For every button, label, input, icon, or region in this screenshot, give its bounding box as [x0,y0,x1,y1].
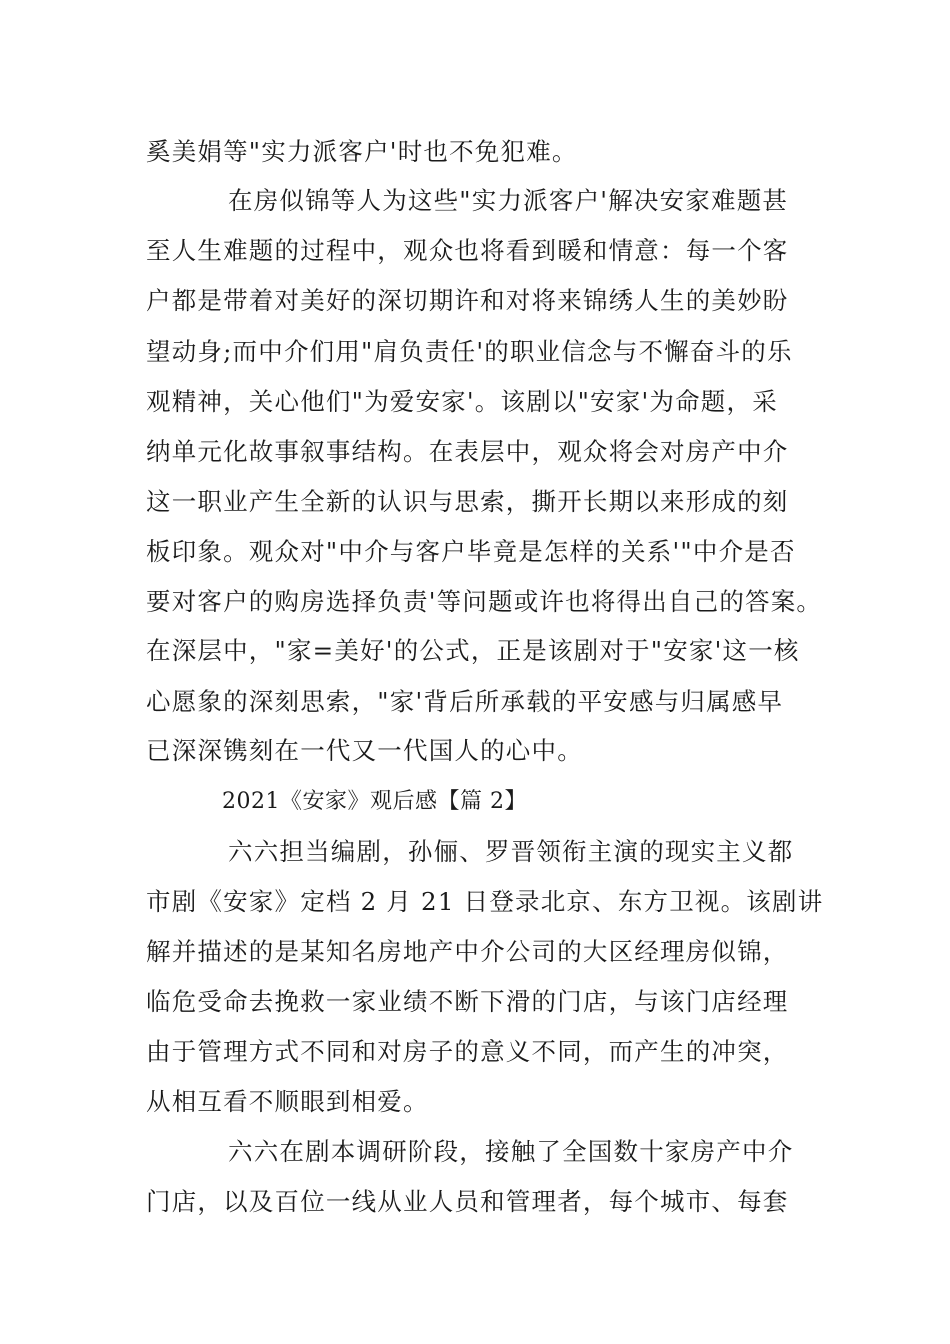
section-heading: 2021《安家》观后感【篇 2】 [222,789,527,814]
paragraph-line: 六六担当编剧，孙俪、罗晋领衔主演的现实主义都 [228,837,794,866]
paragraph-line: 由于管理方式不同和对房子的意义不同，而产生的冲突， [146,1037,789,1066]
paragraph-line: 心愿象的深刻思索，"家'背后所承载的平安感与归属感早 [146,687,784,716]
paragraph-line: 板印象。观众对"中介与客户毕竟是怎样的关系'"中介是否 [146,537,796,566]
paragraph-line: 解并描述的是某知名房地产中介公司的大区经理房似锦， [146,937,789,966]
paragraph-line: 从相互看不顺眼到相爱。 [146,1087,429,1116]
paragraph-line: 要对客户的购房选择负责'等问题或许也将得出自己的答案。 [146,587,823,616]
paragraph-line: 门店，以及百位一线从业人员和管理者，每个城市、每套 [146,1187,789,1216]
paragraph-line: 纳单元化故事叙事结构。在表层中，观众将会对房产中介 [146,437,789,466]
paragraph-line: 观精神，关心他们"为爱安家'。该剧以"安家'为命题，采 [146,387,778,416]
paragraph-line: 六六在剧本调研阶段，接触了全国数十家房产中介 [228,1137,794,1166]
paragraph-line: 在深层中，"家=美好'的公式，正是该剧对于"安家'这一核 [146,636,800,665]
paragraph-line: 市剧《安家》定档 2 月 21 日登录北京、东方卫视。该剧讲 [146,887,824,916]
paragraph-line: 户都是带着对美好的深切期许和对将来锦绣人生的美妙盼 [146,286,789,315]
paragraph-line: 望动身;而中介们用"肩负责任'的职业信念与不懈奋斗的乐 [146,337,793,366]
paragraph-line: 奚美娟等"实力派客户'时也不免犯难。 [146,137,578,166]
paragraph-line: 在房似锦等人为这些"实力派客户'解决安家难题甚 [228,186,789,215]
paragraph-line: 临危受命去挽救一家业绩不断下滑的门店，与该门店经理 [146,987,789,1016]
paragraph-line: 这一职业产生全新的认识与思索，撕开长期以来形成的刻 [146,487,789,516]
paragraph-line: 已深深镌刻在一代又一代国人的心中。 [146,736,583,765]
paragraph-line: 至人生难题的过程中，观众也将看到暖和情意：每一个客 [146,236,789,265]
